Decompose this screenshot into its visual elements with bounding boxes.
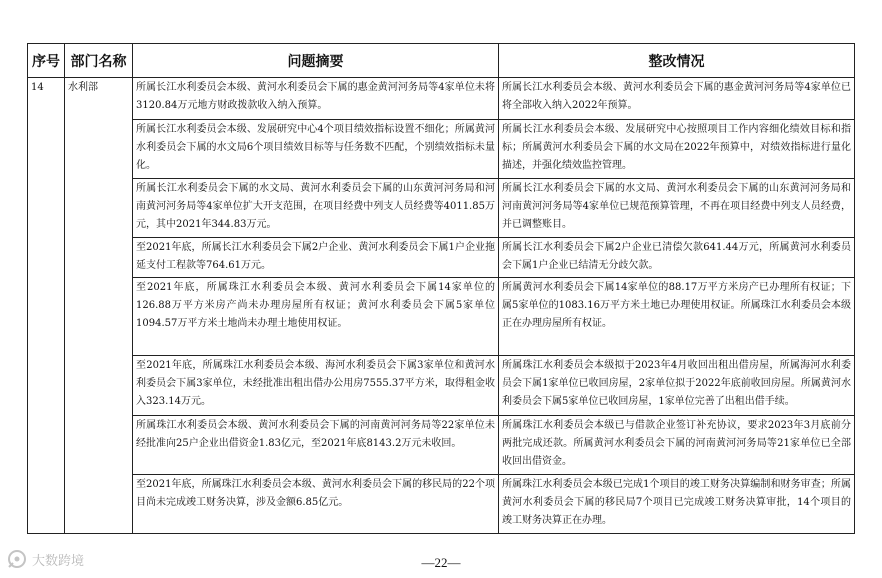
problem-cell: 至2021年底，所属珠江水利委员会本级、黄河水利委员会下属14家单位的126.88万平方米房产尚未办理房屋所有权证；黄河水利委员会下属5家单位1094.57万平方米土地尚未办理土地使用权证。 [133, 278, 499, 356]
problem-cell: 所属长江水利委员会本级、发展研究中心4个项目绩效指标设置不细化；所属黄河水利委员会下属的水文局6个项目绩效目标等与任务数不匹配，个别绩效指标未量化。 [133, 120, 499, 179]
problem-cell: 所属长江水利委员会下属的水文局、黄河水利委员会下属的山东黄河河务局和河南黄河河务局等4家单位扩大开支范围，在项目经费中列支人员经费等4011.85万元，其中2021年344.83万元。 [133, 179, 499, 238]
table-row [28, 416, 855, 475]
problem-cell: 至2021年底，所属珠江水利委员会本级、海河水利委员会下属3家单位和黄河水利委员会下属3家单位，未经批准出租出借办公用房7555.37平方米，取得租金收入323.14万元。 [133, 356, 499, 416]
problem-cell: 至2021年底，所属长江水利委员会下属2户企业、黄河水利委员会下属1户企业拖延支付工程款等764.61万元。 [133, 238, 499, 278]
header-department: 部门名称 [65, 44, 133, 78]
header-no: 序号 [28, 44, 65, 78]
rectification-cell: 所属珠江水利委员会本级拟于2023年4月收回出租出借房屋，所属海河水利委员会下属1家单位已收回房屋，2家单位拟于2022年底前收回房屋。所属黄河水利委员会下属5家单位已收回房屋，1家单位完善了出租出借手续。 [499, 356, 855, 416]
rectification-cell: 所属长江水利委员会下属的水文局、黄河水利委员会下属的山东黄河河务局和河南黄河河务局等4家单位已规范预算管理，不再在项目经费中列支人员经费，并已调整账目。 [499, 179, 855, 238]
rectification-cell: 所属长江水利委员会本级、发展研究中心按照项目工作内容细化绩效目标和指标；所属黄河水利委员会下属的水文局在2022年预算中，对绩效指标进行量化描述，并强化绩效监控管理。 [499, 120, 855, 179]
rectification-cell: 所属黄河水利委员会下属14家单位的88.17万平方米房产已办理所有权证；下属5家单位的1083.16万平方米土地已办理使用权证。所属珠江水利委员会本级正在办理房屋所有权证。 [499, 278, 855, 356]
problem-cell: 至2021年底，所属珠江水利委员会本级、黄河水利委员会下属的移民局的22个项目尚未完成竣工财务决算，涉及金额6.85亿元。 [133, 475, 499, 534]
table-header-row [28, 44, 855, 78]
table-row [28, 78, 855, 120]
page-number: —22— [421, 555, 461, 570]
rectification-cell: 所属珠江水利委员会本级已完成1个项目的竣工财务决算编制和财务审查；所属黄河水利委员会下属的移民局7个项目已完成竣工财务决算审批，14个项目的竣工财务决算正在办理。 [499, 475, 855, 534]
header-problem-summary: 问题摘要 [133, 44, 499, 78]
watermark-logo-icon [6, 548, 28, 570]
rectification-table [27, 43, 855, 534]
problem-cell: 所属珠江水利委员会本级、黄河水利委员会下属的河南黄河河务局等22家单位未经批准向25户企业出借资金1.83亿元，至2021年底8143.2万元未收回。 [133, 416, 499, 475]
table-row [28, 238, 855, 278]
header-rectification: 整改情况 [499, 44, 855, 78]
row-number: 14 [28, 78, 65, 534]
table-row [28, 179, 855, 238]
table-row [28, 278, 855, 356]
table-row [28, 356, 855, 416]
problem-cell: 所属长江水利委员会本级、黄河水利委员会下属的惠金黄河河务局等4家单位未将3120.84万元地方财政拨款收入纳入预算。 [133, 78, 499, 120]
department-name: 水利部 [65, 78, 133, 534]
rectification-cell: 所属长江水利委员会本级、黄河水利委员会下属的惠金黄河河务局等4家单位已将全部收入纳入2022年预算。 [499, 78, 855, 120]
table-row [28, 475, 855, 534]
watermark [6, 548, 84, 570]
rectification-cell: 所属长江水利委员会下属2户企业已清偿欠款641.44万元，所属黄河水利委员会下属1户企业已结清无分歧欠款。 [499, 238, 855, 278]
table-row [28, 120, 855, 179]
watermark-text: 大数跨境 [32, 553, 85, 569]
rectification-cell: 所属珠江水利委员会本级已与借款企业签订补充协议，要求2023年3月底前分两批完成还款。所属黄河水利委员会下属的河南黄河河务局等21家单位已全部收回出借资金。 [499, 416, 855, 475]
